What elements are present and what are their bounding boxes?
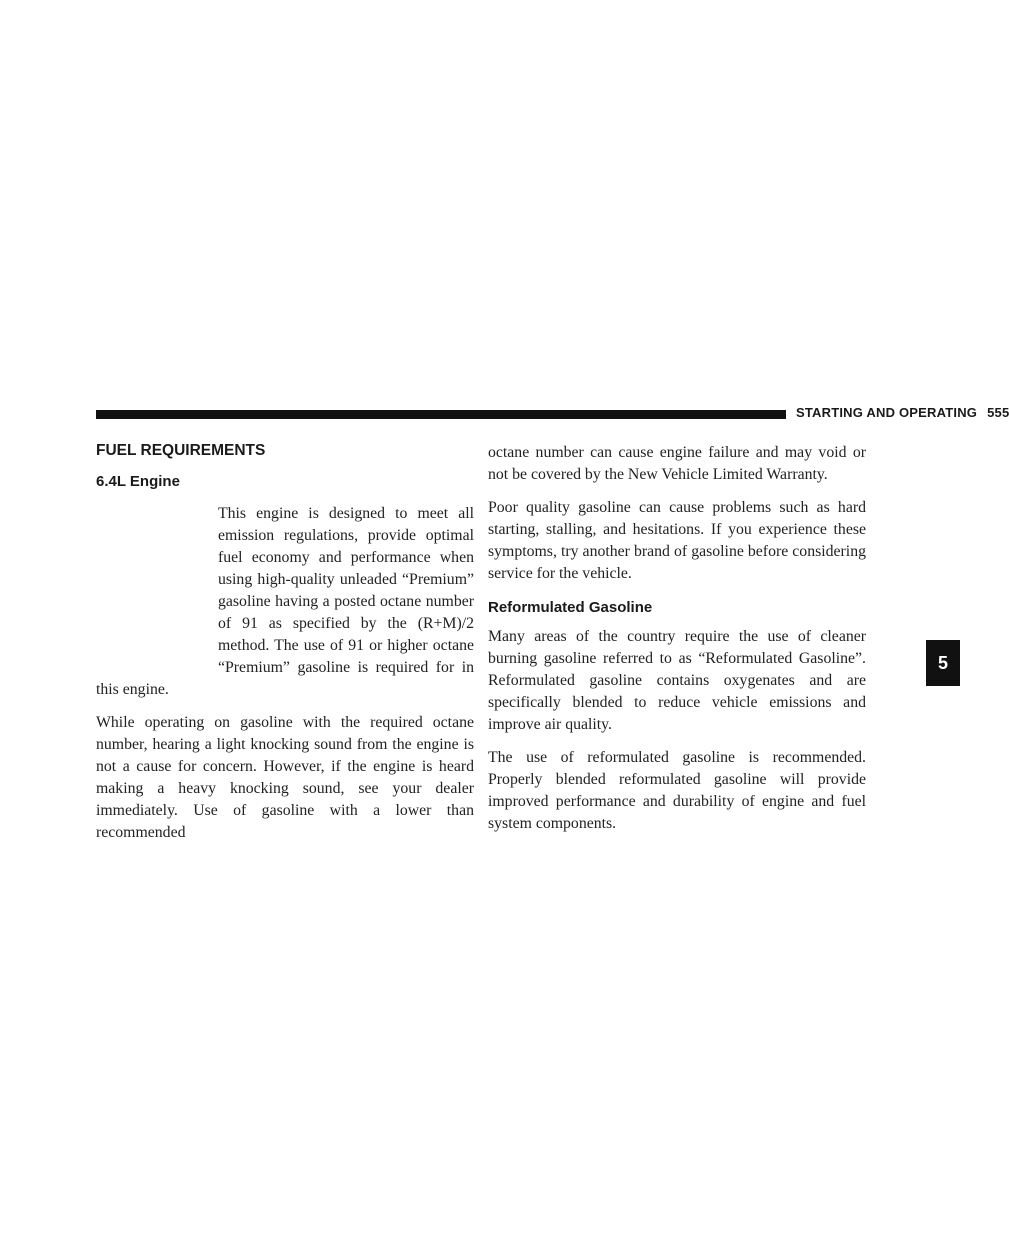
paragraph-poor-quality: Poor quality gasoline can cause problems such as hard starting, stalling, and hesitations. If you experience these symptoms, try another brand of gasoline before considering service for the vehicle. (488, 499, 866, 582)
subsection-title-engine: 6.4L Engine (96, 473, 180, 490)
paragraph-knocking: While operating on gasoline with the required octane number, hearing a light knocking sound from the engine is not a cause for concern. However, if the engine is heard making a heavy knocking sound, see your dealer immediately. Use of gasoline with a lower than recommended (96, 714, 474, 841)
section-title: FUEL REQUIREMENTS (96, 442, 266, 459)
paragraph-octane-warranty: octane number can cause engine failure and may void or not be covered by the New Vehicle Limited Warranty. (488, 444, 866, 483)
paragraph-reformulated-areas: Many areas of the country require the use of cleaner burning gasoline referred to as “Reformulated Gasoline”. Reformulated gasoline contains oxygenates and are specifically blended to reduce vehicle emissions and improve air quality. (488, 628, 866, 733)
left-column (96, 440, 474, 855)
chapter-tab: 5 (926, 640, 960, 686)
image-placeholder (96, 503, 218, 679)
running-header (796, 405, 1009, 420)
header-section-title: STARTING AND OPERATING (796, 405, 978, 420)
right-column (488, 442, 866, 846)
subsection-title-reformulated: Reformulated Gasoline (488, 599, 653, 616)
paragraph-reformulated-recommended: The use of reformulated gasoline is recommended. Properly blended reformulated gasoline will provide improved performance and durability of engine and fuel system components. (488, 749, 866, 832)
header-rule (96, 410, 786, 419)
page-number: 555 (987, 405, 1009, 420)
paragraph-engine-design: This engine is designed to meet all emission regulations, provide optimal fuel economy and performance when using high-quality unleaded “Premium” gasoline having a posted octane number of 91 as specified by the (R+M)/2 method. The use of 91 or higher octane “Premium” gasoline is required for in this engine. (96, 505, 474, 698)
